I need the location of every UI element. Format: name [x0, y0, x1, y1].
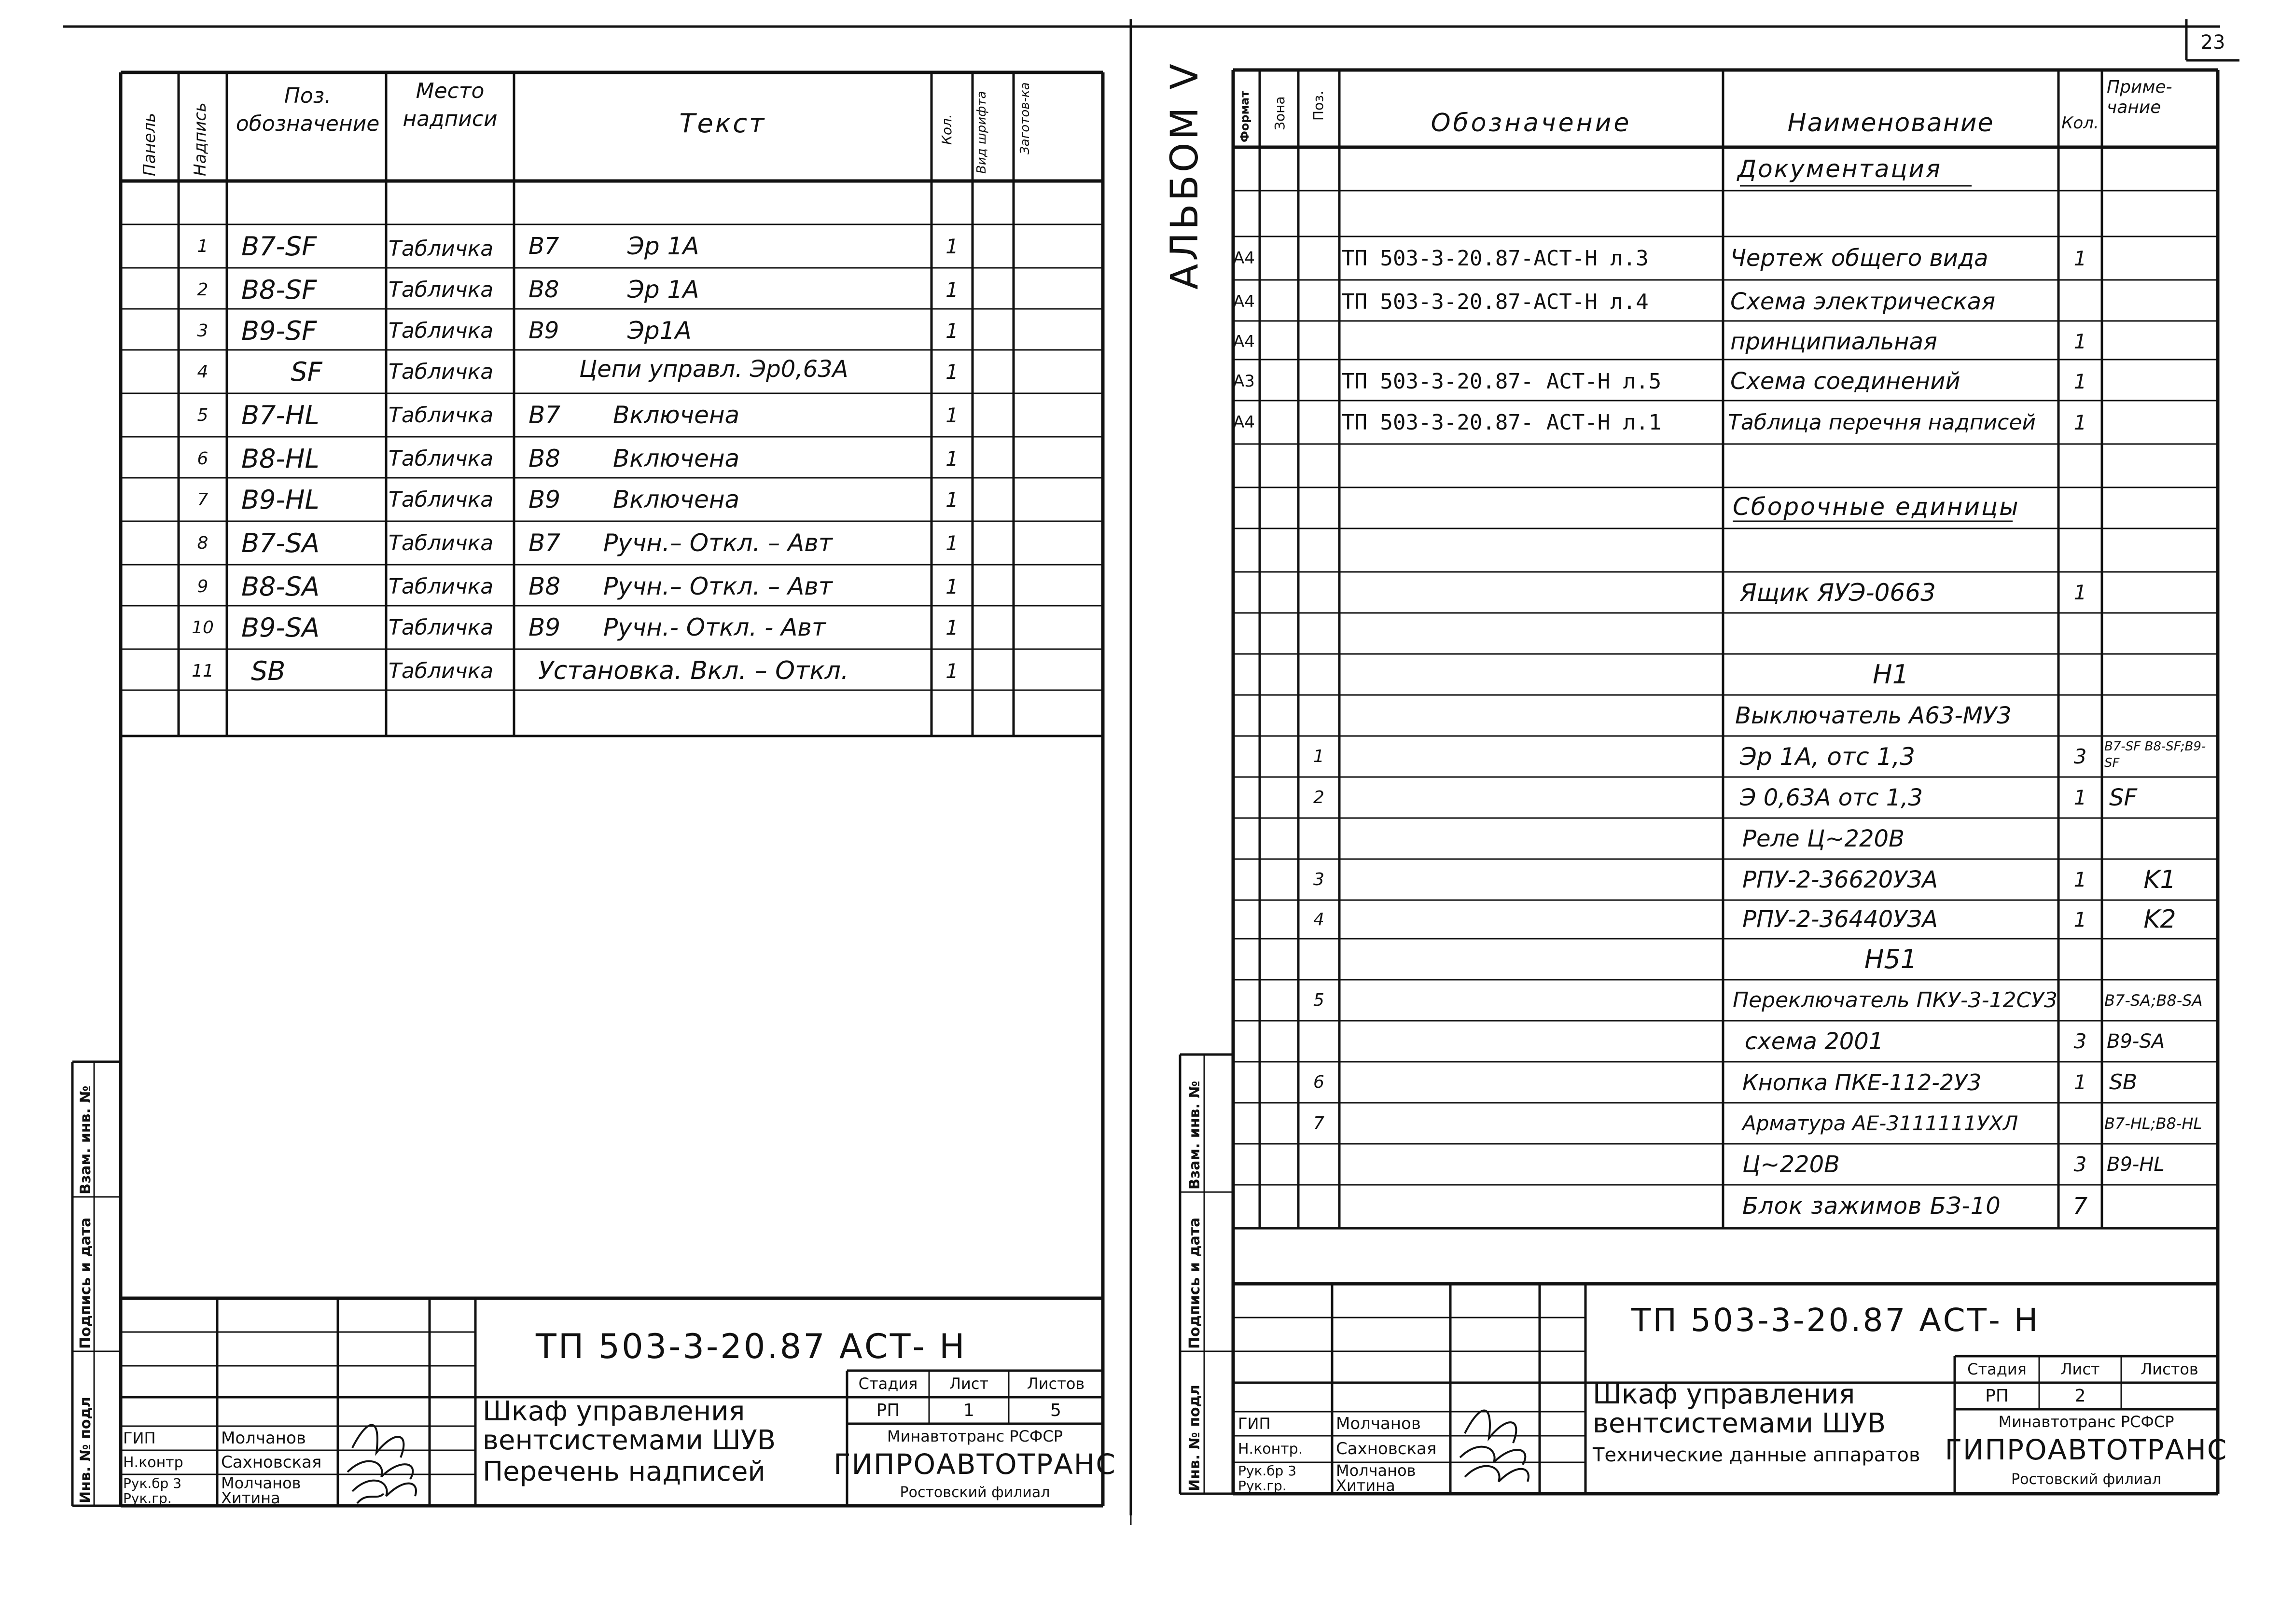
row-name: Эр 1А, отс 1,3 [1740, 742, 1915, 771]
row-text: Эр 1А [627, 232, 699, 260]
row-qty: 1 [945, 319, 959, 343]
row-pos: B7-SF [241, 231, 317, 262]
row-place: Табличка [389, 236, 494, 261]
row-qty: 3 [2073, 745, 2087, 768]
row-name: Таблица перечня надписей [1728, 410, 2036, 435]
row-mark: B7 [528, 529, 561, 557]
row-text: Включена [613, 486, 740, 514]
signature-marks [338, 1400, 430, 1506]
title-code: ТП 503-3-20.87 АСТ- Н [536, 1327, 967, 1366]
row-name: Чертеж общего вида [1730, 245, 1988, 272]
name-gip: Молчанов [221, 1429, 306, 1448]
stamp-inv-label: Инв. № подл [77, 1397, 94, 1503]
row-format: А4 [1233, 413, 1255, 432]
row-name: принципиальная [1730, 328, 1937, 355]
row-note: SB [2109, 1070, 2138, 1095]
header-panel: Панель [140, 112, 159, 176]
role-rukbr: Рук.бр 3 [1238, 1462, 1297, 1479]
album-label: АЛЬБОМ V [1163, 61, 1207, 290]
row-pos: 1 [1313, 747, 1324, 766]
row-name: Схема электрическая [1730, 288, 1996, 315]
row-qty: 1 [945, 446, 959, 471]
row-number: 11 [192, 661, 214, 681]
header-name: Наименование [1787, 109, 1994, 138]
row-place: Табличка [389, 574, 494, 599]
role-rukgr: Рук.гр. [1238, 1477, 1287, 1494]
header-note: Приме-чание [2107, 77, 2172, 117]
row-qty: 7 [2072, 1193, 2088, 1220]
role-gip: ГИП [123, 1429, 156, 1447]
row-name: Ящик ЯУЭ-0663 [1740, 578, 1936, 607]
row-qty: 1 [2073, 246, 2087, 270]
sheet-value: 1 [963, 1400, 974, 1420]
row-name: РПУ-2-36440УЗА [1742, 906, 1938, 933]
row-number: 6 [197, 448, 209, 469]
row-text: Эр1А [627, 317, 692, 345]
row-number: 3 [197, 320, 209, 341]
row-pos: B8-SF [241, 274, 317, 305]
row-place: Табличка [389, 658, 494, 683]
row-note: B7-SA;B8-SA [2104, 991, 2203, 1010]
title-line1: Шкаф управления [1593, 1379, 1855, 1410]
row-number: 4 [197, 361, 209, 382]
row-text: Включена [613, 444, 740, 472]
header-pos: Поз. [1310, 91, 1326, 121]
title-line3: Перечень надписей [483, 1456, 765, 1487]
row-mark: B9 [528, 317, 559, 344]
row-place: Табличка [389, 359, 494, 384]
row-note: SF [2109, 784, 2138, 811]
row-text: Ручн.– Откл. – Авт [603, 529, 833, 557]
row-mark: B9 [528, 486, 561, 514]
row-qty: 1 [2073, 330, 2087, 353]
row-qty: 1 [945, 487, 959, 512]
header-inscription: Надпись [191, 102, 210, 176]
row-text: Цепи управл. Эр0,63А [579, 356, 848, 383]
stage-value: РП [1985, 1386, 2009, 1406]
title-line2: вентсистемами ШУВ [1593, 1408, 1886, 1439]
row-format: А4 [1233, 249, 1255, 268]
row-qty: 1 [945, 360, 959, 384]
row-name: Арматура АЕ-3111111УХЛ [1742, 1111, 2018, 1135]
row-mark: B8 [528, 444, 561, 472]
row-pos: 3 [1313, 870, 1324, 889]
row-pos: B9-HL [241, 484, 320, 515]
row-name: Э 0,63А отс 1,3 [1740, 784, 1923, 811]
row-text: Эр 1А [627, 276, 699, 304]
row-mark: B7 [528, 401, 561, 429]
row-qty: 1 [2073, 907, 2087, 931]
row-format: А4 [1233, 292, 1255, 311]
name-gip: Молчанов [1336, 1414, 1421, 1433]
row-name: Схема соединений [1730, 368, 1960, 395]
role-rukgr: Рук.гр. [123, 1490, 172, 1506]
row-qty: 3 [2073, 1029, 2087, 1053]
header-zone: Зона [1272, 96, 1288, 130]
row-name: Сборочные единицы [1733, 493, 2020, 521]
row-number: 8 [197, 533, 209, 553]
row-name: Блок зажимов БЗ-10 [1742, 1193, 2001, 1220]
org-ministry: Минавтотранс РСФСР [1998, 1413, 2174, 1431]
row-text: Включена [613, 401, 740, 429]
signature-marks [1450, 1385, 1540, 1491]
name-rukbr: Молчанов [221, 1474, 301, 1492]
org-institute: ГИПРОАВТОТРАНС [834, 1448, 1116, 1481]
row-note: B9-HL [2107, 1153, 2165, 1176]
row-place: Табличка [389, 530, 494, 555]
row-text: Ручн.- Откл. - Авт [603, 613, 826, 641]
row-designation: ТП 503-3-20.87-АСТ-Н л.3 [1342, 246, 1649, 271]
row-name: H1 [1873, 659, 1909, 690]
role-nkontr: Н.контр [123, 1454, 183, 1471]
row-designation: ТП 503-3-20.87- АСТ-Н л.1 [1342, 410, 1662, 435]
header-text: Текст [679, 108, 766, 139]
sheets-label: Листов [1027, 1374, 1085, 1393]
row-place: Табличка [389, 318, 494, 343]
row-qty: 3 [2073, 1152, 2087, 1176]
header-place: Место надписи [403, 79, 498, 131]
row-pos: B9-SA [241, 612, 320, 643]
row-qty: 1 [2073, 581, 2087, 604]
row-qty: 1 [945, 403, 959, 427]
page-number: 23 [2200, 31, 2225, 54]
header-format: Формат [1238, 90, 1251, 142]
header-designation: Обозначение [1431, 109, 1632, 138]
row-number: 5 [197, 405, 209, 425]
row-place: Табличка [389, 277, 494, 302]
name-rukbr: Молчанов [1336, 1461, 1416, 1480]
row-designation: ТП 503-3-20.87-АСТ-Н л.4 [1342, 289, 1649, 314]
name-nkontr: Сахновская [221, 1453, 322, 1472]
row-number: 2 [197, 279, 209, 300]
title-code: ТП 503-3-20.87 АСТ- Н [1631, 1301, 2040, 1339]
row-pos: B7-HL [241, 400, 320, 430]
sheet-label: Лист [949, 1374, 989, 1393]
stamp-replace-label: Взам. инв. № [1186, 1081, 1203, 1190]
title-line3: Технические данные аппаратов [1593, 1444, 1920, 1466]
org-institute: ГИПРОАВТОТРАНС [1945, 1433, 2228, 1466]
row-name: РПУ-2-36620УЗА [1742, 866, 1938, 893]
row-qty: 1 [945, 531, 959, 555]
row-qty: 1 [945, 574, 959, 598]
row-qty: 1 [945, 615, 959, 639]
row-format: А3 [1233, 372, 1255, 391]
stage-label: Стадия [1967, 1360, 2027, 1378]
sheet-value: 2 [2074, 1386, 2086, 1406]
name-rukgr: Хитина [221, 1489, 280, 1507]
row-pos: 6 [1313, 1072, 1324, 1092]
row-format: А4 [1233, 332, 1255, 351]
row-pos: 5 [1313, 990, 1324, 1010]
row-pos: SF [291, 356, 322, 387]
sheets-value: 5 [1050, 1400, 1061, 1420]
stamp-inv-label: Инв. № подл [1186, 1385, 1203, 1491]
row-qty: 1 [2073, 786, 2087, 809]
row-qty: 1 [2073, 1070, 2087, 1094]
row-pos: 7 [1313, 1113, 1324, 1133]
row-qty: 1 [945, 659, 959, 683]
row-note: K2 [2143, 905, 2176, 934]
row-name: Ц~220В [1742, 1151, 1840, 1178]
row-pos: B7-SA [241, 527, 320, 558]
row-designation: ТП 503-3-20.87- АСТ-Н л.5 [1342, 369, 1662, 394]
org-branch: Ростовский филиал [2011, 1471, 2161, 1488]
row-name: Переключатель ПКУ-3-12СУ3 [1733, 988, 2058, 1013]
row-place: Табличка [389, 446, 494, 471]
role-gip: ГИП [1238, 1415, 1271, 1433]
header-pos: Поз. обозначение [236, 83, 380, 136]
row-number: 10 [192, 617, 214, 638]
sheets-label: Листов [2141, 1360, 2198, 1378]
row-pos: SB [251, 655, 286, 686]
stage-label: Стадия [858, 1374, 918, 1393]
role-nkontr: Н.контр. [1238, 1440, 1303, 1457]
row-pos: 4 [1313, 909, 1324, 930]
row-name: схема 2001 [1745, 1027, 1884, 1055]
row-name: Документация [1738, 155, 1942, 183]
row-note: B7-SF B8-SF;B9-SF [2104, 739, 2206, 770]
row-pos: B8-HL [241, 443, 320, 474]
row-qty: 1 [945, 234, 959, 258]
row-number: 7 [197, 489, 209, 510]
row-pos: B9-SF [241, 315, 317, 346]
row-note: B9-SA [2107, 1030, 2165, 1053]
stamp-sign-label: Подпись и дата [77, 1217, 94, 1349]
row-pos: B8-SA [241, 571, 320, 602]
row-text: Установка. Вкл. – Откл. [538, 656, 849, 685]
row-mark: B8 [528, 276, 559, 303]
header-font: Вид шрифта [974, 91, 989, 174]
org-branch: Ростовский филиал [900, 1484, 1050, 1501]
row-number: 1 [197, 236, 209, 256]
row-place: Табличка [389, 487, 494, 512]
row-name: H51 [1864, 944, 1918, 974]
stamp-sign-label: Подпись и дата [1186, 1217, 1203, 1349]
row-name: Реле Ц~220В [1742, 825, 1905, 852]
row-pos: 2 [1313, 788, 1324, 807]
row-text: Ручн.– Откл. – Авт [603, 572, 833, 600]
header-qty: Кол. [939, 114, 955, 145]
role-rukbr: Рук.бр 3 [123, 1475, 182, 1491]
stamp-replace-label: Взам. инв. № [77, 1085, 94, 1194]
sheet-label: Лист [2060, 1360, 2100, 1378]
row-qty: 1 [945, 278, 959, 302]
row-name: Кнопка ПКЕ-112-2У3 [1742, 1069, 1982, 1096]
name-rukgr: Хитина [1336, 1476, 1395, 1495]
row-note: K1 [2143, 865, 2176, 894]
row-number: 9 [197, 576, 209, 597]
sheets-value [2121, 1384, 2218, 1408]
header-qty: Кол. [2061, 113, 2099, 133]
row-mark: B8 [528, 572, 561, 600]
title-line1: Шкаф управления [483, 1396, 745, 1427]
row-note: B7-HL;B8-HL [2104, 1114, 2202, 1133]
row-qty: 1 [2073, 868, 2087, 891]
stage-value: РП [876, 1400, 900, 1420]
row-place: Табличка [389, 615, 494, 640]
name-nkontr: Сахновская [1336, 1439, 1437, 1458]
row-qty: 1 [2073, 369, 2087, 393]
row-mark: B7 [528, 233, 559, 260]
org-ministry: Минавтотранс РСФСР [887, 1427, 1063, 1445]
title-line2: вентсистемами ШУВ [483, 1425, 776, 1456]
header-blank: Заготов-ка [1018, 82, 1032, 154]
row-name: Выключатель А63-МУ3 [1735, 702, 2012, 729]
row-qty: 1 [2073, 410, 2087, 434]
row-mark: B9 [528, 613, 561, 641]
row-place: Табличка [389, 403, 494, 428]
